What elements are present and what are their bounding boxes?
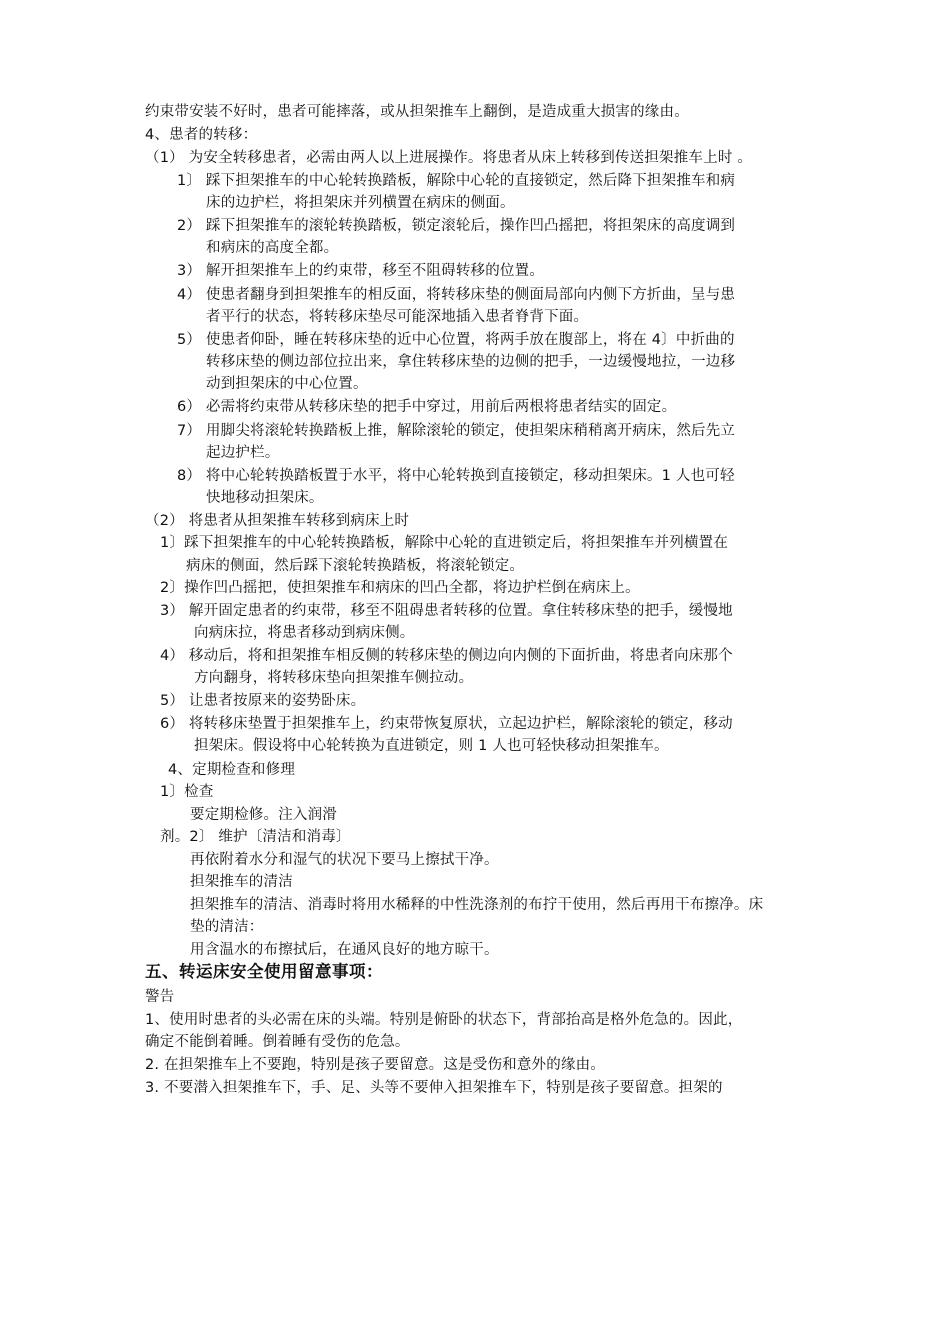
warning-label: 警告 <box>145 989 175 1005</box>
list-item: 8） 将中心轮转换踏板置于水平，将中心轮转换到直接锁定，移动担架床。1 人也可轻 <box>177 468 735 484</box>
text-line: 要定期检修。注入润滑 <box>190 807 337 823</box>
text-line: 担架推车的清洁 <box>190 874 293 890</box>
text-line: 动到担架床的中心位置。 <box>206 376 368 392</box>
text-line: （1） 为安全转移患者，必需由两人以上进展操作。将患者从床上转移到传送担架推车上时 。 <box>145 150 753 166</box>
text-line: 者平行的状态，将转移床垫尽可能深地插入患者脊背下面。 <box>206 309 589 325</box>
list-item: 5） 让患者按原来的姿势卧床。 <box>160 693 366 709</box>
section-heading: 4、患者的转移： <box>145 127 258 143</box>
text-line: 向病床拉，将患者移动到病床侧。 <box>194 625 415 641</box>
text-line: （2） 将患者从担架推车转移到病床上时 <box>145 513 410 529</box>
list-item: 2） 踩下担架推车的滚轮转换踏板，锁定滚轮后，操作凹凸摇把，将担架床的高度调到 <box>177 218 736 234</box>
list-item: 1〕 踩下担架推车的中心轮转换踏板，解除中心轮的直接锁定，然后降下担架推车和病 <box>177 173 736 189</box>
text-line: 床的边护栏，将担架床并列横置在病床的侧面。 <box>206 195 515 211</box>
text-line: 和病床的高度全都。 <box>206 240 339 256</box>
list-item: 3） 解开固定患者的约束带，移至不阻碍患者转移的位置。拿住转移床垫的把手，缓慢地 <box>160 603 733 619</box>
text-line: 再依附着水分和湿气的状况下要马上擦拭干净。 <box>190 852 499 868</box>
text-line: 约束带安装不好时，患者可能摔落，或从担架推车上翻倒，是造成重大损害的缘由。 <box>145 104 689 120</box>
list-item: 1〕检查 <box>160 784 214 800</box>
section-title: 五、转运床安全使用留意事项： <box>145 962 383 981</box>
list-item: 6） 将转移床垫置于担架推车上，约束带恢复原状，立起边护栏，解除滚轮的锁定，移动 <box>160 716 733 732</box>
list-item: 6） 必需将约束带从转移床垫的把手中穿过，用前后两根将患者结实的固定。 <box>177 399 677 415</box>
text-line: 起边护栏。 <box>206 445 280 461</box>
text-line: 剂。2〕 维护〔清洁和消毒〕 <box>160 829 351 845</box>
list-item: 4） 移动后，将和担架推车相反侧的转移床垫的侧边向内侧的下面折曲，将患者向床那个 <box>160 648 733 664</box>
list-item: 5） 使患者仰卧，睡在转移床垫的近中心位置，将两手放在腹部上，将在 4〕中折曲的 <box>177 332 735 348</box>
text-line: 方向翻身，将转移床垫向担架推车侧拉动。 <box>194 670 474 686</box>
list-item: 4） 使患者翻身到担架推车的相反面，将转移床垫的侧面局部向内侧下方折曲，呈与患 <box>177 287 736 303</box>
text-line: 确定不能倒着睡。倒着睡有受伤的危急。 <box>145 1034 410 1050</box>
text-line: 转移床垫的侧边部位拉出来，拿住转移床垫的边侧的把手，一边缓慢地拉，一边移 <box>206 354 736 370</box>
list-item: 3） 解开担架推车上的约束带，移至不阻碍转移的位置。 <box>177 263 545 279</box>
list-item: 7） 用脚尖将滚轮转换踏板上推，解除滚轮的锁定，使担架床稍稍离开病床，然后先立 <box>177 423 736 439</box>
text-line: 快地移动担架床。 <box>206 490 324 506</box>
text-line: 用含温水的布擦拭后，在通风良好的地方晾干。 <box>190 942 499 958</box>
list-item: 3. 不要潜入担架推车下，手、足、头等不要伸入担架推车下，特别是孩子要留意。担架的 <box>145 1080 723 1096</box>
text-line: 垫的清洁： <box>190 919 264 935</box>
text-line: 担架床。假设将中心轮转换为直进锁定，则 1 人也可轻快移动担架推车。 <box>194 738 669 754</box>
list-item: 2〕操作凹凸摇把，使担架推车和病床的凹凸全都，将边护栏倒在病床上。 <box>160 580 640 596</box>
text-line: 病床的侧面，然后踩下滚轮转换踏板，将滚轮锁定。 <box>186 558 525 574</box>
section-heading: 4、定期检查和修理 <box>168 762 296 778</box>
text-line: 担架推车的清洁、消毒时将用水稀释的中性洗涤剂的布拧干使用，然后再用干布擦净。床 <box>190 897 764 913</box>
list-item: 1、使用时患者的头必需在床的头端。特别是俯卧的状态下，背部抬高是格外危急的。因此， <box>145 1012 743 1028</box>
list-item: 2. 在担架推车上不要跑，特别是孩子要留意。这是受伤和意外的缘由。 <box>145 1057 606 1073</box>
list-item: 1〕踩下担架推车的中心轮转换踏板，解除中心轮的直进锁定后，将担架推车并列横置在 <box>160 535 729 551</box>
